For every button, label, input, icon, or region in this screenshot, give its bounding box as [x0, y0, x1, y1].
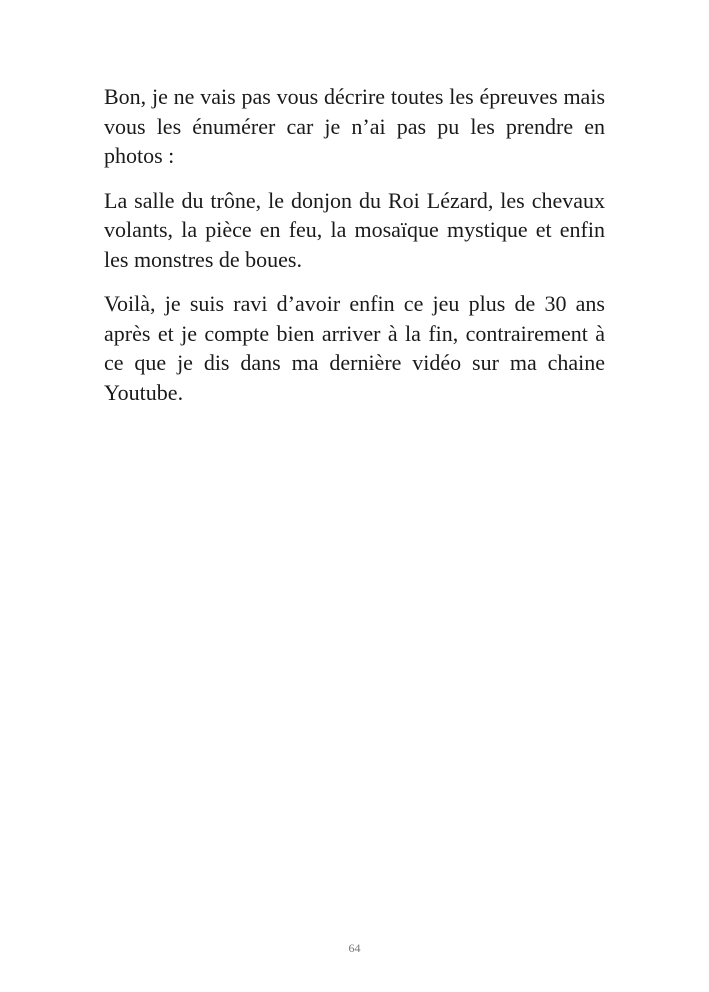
page-number: 64 [348, 941, 361, 955]
paragraph: Voilà, je suis ravi d’avoir enfin ce jeu plus de 30 ans après et je compte bien arriver à la fin, contrairement à ce que je dis dans ma dernière vidéo sur ma chaine Youtube. [104, 291, 605, 405]
paragraph: Bon, je ne vais pas vous décrire toutes les épreuves mais vous les énumérer car je n’ai pas pu les prendre en photos : [104, 84, 605, 168]
body-text [104, 82, 605, 422]
paragraph: La salle du trône, le donjon du Roi Lézard, les chevaux volants, la pièce en feu, la mosaïque mystique et enfin les monstres de boues. [104, 187, 605, 272]
